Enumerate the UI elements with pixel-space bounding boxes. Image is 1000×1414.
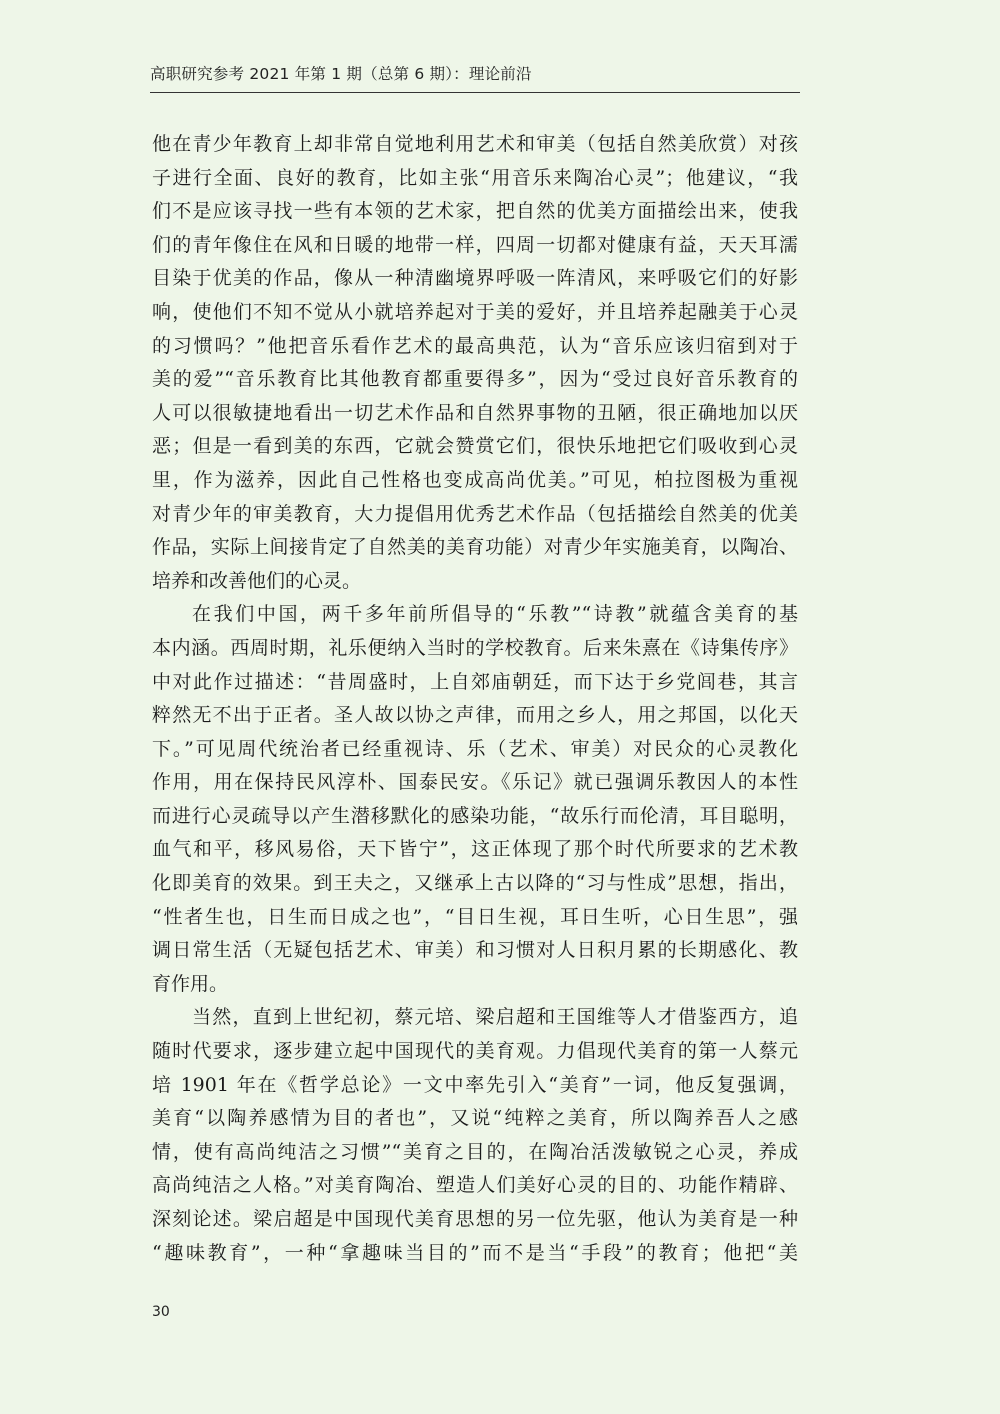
text-line: 本内涵。西周时期，礼乐便纳入当时的学校教育。后来朱熹在《诗集传序》 bbox=[152, 636, 798, 659]
page-number: 30 bbox=[152, 1304, 170, 1320]
text-line: 而进行心灵疏导以产生潜移默化的感染功能，“故乐行而伦清，耳目聪明， bbox=[152, 804, 798, 827]
running-header: 高职研究参考 2021 年第 1 期（总第 6 期）：理论前沿 bbox=[150, 65, 532, 83]
text-line: 化即美育的效果。到王夫之，又继承上古以降的“习与性成”思想，指出， bbox=[152, 872, 798, 895]
text-line: 目染于优美的作品，像从一种清幽境界呼吸一阵清风，来呼吸它们的好影 bbox=[152, 267, 798, 290]
text-line: 中对此作过描述：“昔周盛时，上自郊庙朝廷，而下达于乡党闾巷，其言 bbox=[152, 670, 798, 693]
text-line: 恶；但是一看到美的东西，它就会赞赏它们，很快乐地把它们吸收到心灵 bbox=[152, 435, 798, 458]
text-line: 对青少年的审美教育，大力提倡用优秀艺术作品（包括描绘自然美的优美 bbox=[152, 502, 798, 525]
text-line: 情，使有高尚纯洁之习惯”“美育之目的，在陶冶活泼敏锐之心灵，养成 bbox=[152, 1140, 798, 1163]
text-line: 深刻论述。梁启超是中国现代美育思想的另一位先驱，他认为美育是一种 bbox=[152, 1208, 798, 1230]
text-line: 人可以很敏捷地看出一切艺术作品和自然界事物的丑陋，很正确地加以厌 bbox=[152, 401, 798, 424]
text-line: “趣味教育”，一种“拿趣味当目的”而不是当“手段”的教育；他把“美 bbox=[152, 1241, 798, 1264]
text-line: 他在青少年教育上却非常自觉地利用艺术和审美（包括自然美欣赏）对孩 bbox=[152, 133, 798, 155]
text-line: 培 1901 年在《哲学总论》一文中率先引入“美育”一词，他反复强调， bbox=[152, 1073, 798, 1096]
text-line: 作品，实际上间接肯定了自然美的美育功能）对青少年实施美育，以陶冶、 bbox=[152, 536, 798, 559]
text-line: “性者生也，日生而日成之也”，“目日生视，耳日生听，心日生思”，强 bbox=[152, 905, 798, 928]
text-line: 里，作为滋养，因此自己性格也变成高尚优美。”可见，柏拉图极为重视 bbox=[152, 468, 798, 491]
body-text bbox=[152, 128, 798, 1270]
text-line: 作用，用在保持民风淳朴、国泰民安。《乐记》就已强调乐教因人的本性 bbox=[152, 771, 798, 794]
text-line: 血气和平，移风易俗，天下皆宁”，这正体现了那个时代所要求的艺术教 bbox=[152, 838, 798, 861]
text-line: 的习惯吗？”他把音乐看作艺术的最高典范，认为“音乐应该归宿到对于 bbox=[152, 334, 798, 357]
text-line: 响，使他们不知不觉从小就培养起对于美的爱好，并且培养起融美于心灵 bbox=[152, 300, 798, 323]
text-line: 粹然无不出于正者。圣人故以协之声律，而用之乡人，用之邦国，以化天 bbox=[152, 704, 798, 727]
paragraph-first-line: 在我们中国，两千多年前所倡导的“乐教”“诗教”就蕴含美育的基 bbox=[192, 603, 798, 626]
text-line: 培养和改善他们的心灵。 bbox=[152, 569, 362, 592]
header-divider bbox=[150, 92, 800, 93]
text-line: 子进行全面、良好的教育，比如主张“用音乐来陶冶心灵”；他建议，“我 bbox=[152, 166, 798, 189]
text-line: 随时代要求，逐步建立起中国现代的美育观。力倡现代美育的第一人蔡元 bbox=[152, 1040, 798, 1063]
text-line: 调日常生活（无疑包括艺术、审美）和习惯对人日积月累的长期感化、教 bbox=[152, 939, 798, 962]
paragraph-first-line: 当然，直到上世纪初，蔡元培、梁启超和王国维等人才借鉴西方，追 bbox=[192, 1006, 798, 1029]
text-line: 下。”可见周代统治者已经重视诗、乐（艺术、审美）对民众的心灵教化 bbox=[152, 737, 798, 760]
text-line: 高尚纯洁之人格。”对美育陶冶、塑造人们美好心灵的目的、功能作精辟、 bbox=[152, 1174, 798, 1197]
text-line: 们不是应该寻找一些有本领的艺术家，把自然的优美方面描绘出来，使我 bbox=[152, 200, 798, 223]
text-line: 美的爱”“音乐教育比其他教育都重要得多”，因为“受过良好音乐教育的 bbox=[152, 368, 798, 391]
text-line: 们的青年像住在风和日暖的地带一样，四周一切都对健康有益，天天耳濡 bbox=[152, 233, 798, 256]
text-line: 美育“以陶养感情为目的者也”，又说“纯粹之美育，所以陶养吾人之感 bbox=[152, 1107, 798, 1130]
text-line: 育作用。 bbox=[152, 972, 229, 995]
